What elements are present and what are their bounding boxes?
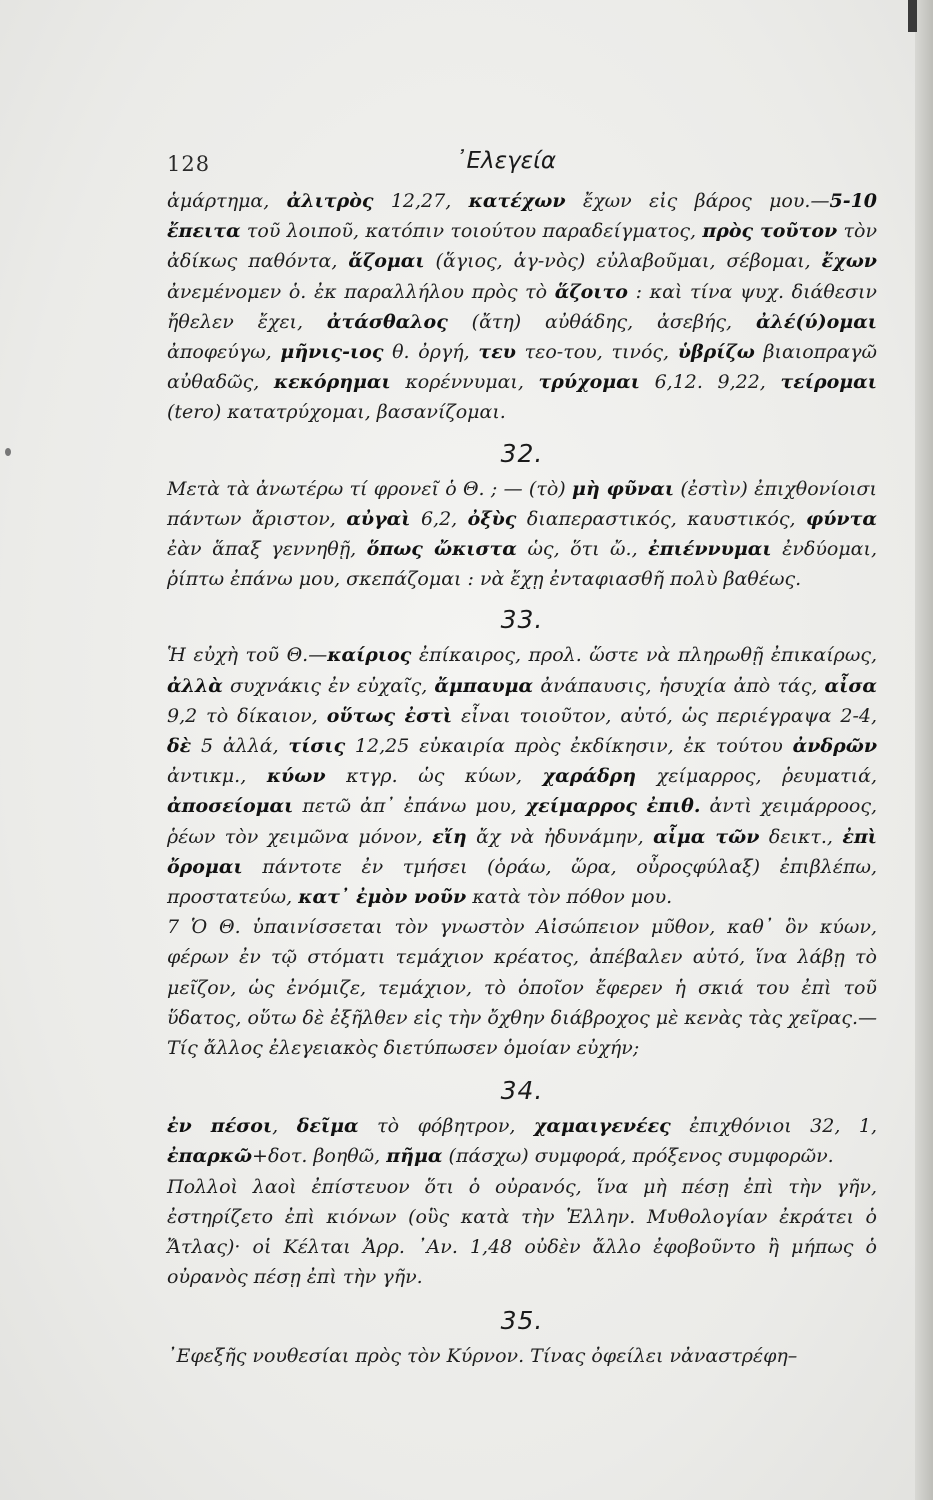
gloss-text: 6,12. 9,22, bbox=[640, 371, 781, 394]
gloss-text: ἔχων εἰς βάρος μου.— bbox=[565, 190, 830, 212]
keyword-term: ἐν πέσοι bbox=[167, 1115, 273, 1138]
gloss-text: εἶναι τοιοῦτον, αὐτό, ὡς περιέγραψα 2-4, bbox=[452, 704, 877, 727]
gloss-text: (tero) κατατρύχομαι, βασανίζομαι. bbox=[167, 401, 506, 424]
gloss-text: ᾿Εφεξῆς νουθεσίαι πρὸς τὸν Κύρνον. Τίνας ὀφείλει νἀναστρέφη– bbox=[167, 1344, 798, 1367]
keyword-term: τρύχομαι bbox=[538, 371, 640, 394]
gloss-text: ἀντικμ., bbox=[167, 765, 267, 788]
keyword-term: ἀποσείομαι bbox=[167, 795, 294, 818]
keyword-term: τίσις bbox=[288, 735, 346, 758]
keyword-term: μὴ φῦναι bbox=[572, 477, 675, 500]
commentary-paragraph bbox=[167, 1172, 877, 1293]
keyword-term: ἐπὶ ὄρομαι bbox=[167, 825, 877, 878]
gloss-text: ἀνάπαυσις, ἡσυχία ἀπὸ τάς, bbox=[533, 674, 825, 697]
keyword-term: ἀλλὰ bbox=[167, 674, 223, 697]
keyword-term: φύντα bbox=[806, 507, 877, 530]
gloss-text: πάντοτε ἐν τμήσει (ὁράω, ὥρα, οὖροςφύλαξ) ἐπιβλέπω, προστατεύω, bbox=[167, 855, 877, 909]
keyword-term: ἀνδρῶν bbox=[792, 735, 877, 758]
top-edge-mark bbox=[908, 0, 917, 32]
gloss-text: 6,2, bbox=[410, 507, 468, 530]
gloss-text: (πάσχω) συμφορά, πρόξενος συμφορῶν. bbox=[442, 1145, 834, 1168]
gloss-text: (ἅγιος, ἁγ-νὸς) εὐλαβοῦμαι, σέβομαι, bbox=[424, 250, 822, 273]
sections-container bbox=[167, 434, 877, 1371]
gloss-text: διαπεραστικός, καυστικός, bbox=[516, 507, 807, 530]
section-heading: 33. bbox=[500, 605, 544, 635]
keyword-term: κύων bbox=[266, 765, 326, 788]
keyword-term: τευ bbox=[478, 341, 516, 364]
keyword-term: κατ᾿ ἐμὸν νοῦν bbox=[298, 886, 467, 909]
gloss-text: ἐὰν ἅπαξ γεννηθῇ, bbox=[167, 538, 367, 561]
keyword-term: χείμαρρος ἐπιθ. bbox=[525, 795, 701, 818]
commentary-paragraph bbox=[167, 1341, 877, 1371]
gloss-text: τὸν ἀδίκως παθόντα, bbox=[167, 220, 877, 273]
keyword-term: κατέχων bbox=[468, 190, 566, 212]
keyword-term: οὕτως ἐστὶ bbox=[326, 704, 453, 727]
commentary-paragraph bbox=[167, 640, 877, 912]
gloss-text: συχνάκις ἐν εὐχαῖς, bbox=[222, 674, 435, 697]
keyword-term: ἀλιτρὸς bbox=[286, 190, 374, 212]
gloss-text: ἐπίκαιρος, προλ. ὥστε νὰ πληρωθῇ ἐπικαίρως, bbox=[411, 644, 878, 667]
gloss-text: χείμαρρος, ῥευματιά, bbox=[636, 765, 877, 788]
keyword-term: ἔπειτα bbox=[167, 220, 241, 243]
keyword-term: ἔχων bbox=[821, 250, 877, 273]
keyword-term: πρὸς τοῦτον bbox=[702, 220, 838, 243]
page-number: 128 bbox=[167, 152, 211, 176]
gloss-text: ὡς, ὅτι ὤ., bbox=[516, 538, 649, 561]
keyword-term: ἀλέ(ύ)ομαι bbox=[755, 310, 878, 333]
keyword-term: καίριος bbox=[327, 644, 412, 667]
gloss-text: Ἡ εὐχὴ τοῦ Θ.— bbox=[167, 644, 328, 667]
gloss-text: κατὰ τὸν πόθον μου. bbox=[466, 886, 673, 909]
keyword-term: πῆμα bbox=[386, 1145, 443, 1168]
section-heading: 34. bbox=[500, 1076, 544, 1106]
keyword-term: δεῖμα bbox=[296, 1115, 359, 1138]
keyword-term: αἷμα τῶν bbox=[653, 825, 760, 848]
commentary-paragraph bbox=[167, 1111, 877, 1171]
keyword-term: τείρομαι bbox=[780, 371, 877, 394]
keyword-term: ἄμπαυμα bbox=[434, 674, 534, 697]
keyword-term: αἶσα bbox=[824, 674, 877, 697]
gloss-text: 9,2 τὸ δίκαιον, bbox=[167, 704, 327, 727]
gloss-text: ἐπιχθόνιοι 32, 1, bbox=[670, 1115, 877, 1138]
gloss-text: ἁμάρτημα, bbox=[167, 190, 287, 212]
gloss-text: 12,27, bbox=[373, 190, 469, 212]
page-edge-shadow bbox=[915, 0, 933, 1500]
running-title: ᾿Ελεγεία bbox=[455, 148, 557, 174]
gloss-text: +δοτ. βοηθῶ, bbox=[252, 1145, 387, 1168]
section-heading: 32. bbox=[500, 438, 544, 468]
keyword-term: δὲ bbox=[167, 735, 192, 758]
keyword-term: 5-10 bbox=[829, 190, 878, 212]
gloss-text: (ἐστὶν) ἐπιχθονίοισι πάντων ἄριστον, bbox=[167, 477, 877, 530]
gloss-text: Μετὰ τὰ ἀνωτέρω τί φρονεῖ ὁ Θ. ; — (τὸ) bbox=[167, 477, 573, 500]
keyword-term: μῆνις-ιος bbox=[280, 341, 384, 364]
gloss-text: δεικτ., bbox=[759, 825, 843, 848]
keyword-term: ἀτάσθαλος bbox=[326, 310, 448, 333]
gloss-text: τοῦ λοιποῦ, κατόπιν τοιούτου παραδείγματος, bbox=[240, 220, 703, 243]
gloss-text: κορέννυμαι, bbox=[390, 371, 539, 394]
keyword-term: ἅζομαι bbox=[348, 250, 425, 273]
gloss-text: ἀντὶ χειμάρροος, ῥέων τὸν χειμῶνα μόνον, bbox=[167, 795, 877, 848]
keyword-term: αὐγαὶ bbox=[346, 507, 411, 530]
gloss-text: , bbox=[272, 1115, 297, 1138]
gloss-text: (ἄτη) αὐθάδης, ἀσεβής, bbox=[447, 310, 756, 333]
gloss-text: 12,25 εὐκαιρία πρὸς ἐκδίκησιν, ἐκ τούτου bbox=[345, 735, 793, 758]
keyword-term: χαράδρη bbox=[542, 765, 637, 788]
gloss-text: ἄχ νὰ ἠδυνάμην, bbox=[466, 825, 654, 848]
keyword-term: ὀξὺς bbox=[467, 507, 517, 530]
keyword-term: ὑβρίζω bbox=[677, 341, 755, 364]
intro-paragraph bbox=[167, 186, 877, 428]
gloss-text: ἀνεμένομεν ὁ. ἐκ παραλλήλου πρὸς τὸ bbox=[167, 280, 555, 303]
gloss-text: ἀποφεύγω, bbox=[167, 341, 281, 364]
gloss-text: βιαιοπραγῶ αὐθαδῶς, bbox=[167, 341, 877, 394]
page-header bbox=[0, 148, 933, 182]
gloss-text: ἐνδύομαι, ῥίπτω ἐπάνω μου, σκεπάζομαι : νὰ ἔχῃ ἐνταφιασθῆ πολὺ βαθέως. bbox=[167, 538, 877, 591]
keyword-term: ἐπιέννυμαι bbox=[648, 538, 772, 561]
keyword-term: ὅπως ὤκιστα bbox=[366, 538, 517, 561]
gloss-text: θ. ὀργή, bbox=[383, 341, 479, 364]
keyword-term: κεκόρημαι bbox=[273, 371, 391, 394]
gloss-text: : καὶ τίνα ψυχ. διάθεσιν ἤθελεν ἔχει, bbox=[167, 280, 877, 333]
keyword-term: ἅζοιτο bbox=[554, 280, 628, 303]
page-body bbox=[167, 186, 877, 1371]
gloss-text: πετῶ ἀπ᾿ ἐπάνω μου, bbox=[293, 795, 526, 818]
gloss-text: τὸ φόβητρον, bbox=[358, 1115, 534, 1138]
gloss-text: κτγρ. ὡς κύων, bbox=[325, 765, 543, 788]
margin-speck bbox=[5, 448, 11, 456]
commentary-paragraph bbox=[167, 912, 877, 1063]
gloss-text: τεο-του, τινός, bbox=[515, 341, 678, 364]
gloss-text: 5 ἀλλά, bbox=[191, 735, 289, 758]
commentary-paragraph bbox=[167, 474, 877, 595]
keyword-term: χαμαιγενέες bbox=[533, 1115, 671, 1138]
keyword-term: εἴη bbox=[432, 825, 467, 848]
gloss-text: 7 Ὁ Θ. ὑπαινίσσεται τὸν γνωστὸν Αἰσώπειον μῦθον, καθ᾿ ὃν κύων, φέρων ἐν τῷ στόματι τεμάχιον κρέατος, ἀπέβαλεν αὐτό, ἵνα λάβῃ τὸ μεῖζον, ὡς ἐνόμιζε, τεμάχιον, τὸ ὁποῖον ἔφερεν ἡ σκιά του ἐπὶ τοῦ ὕδατος, οὕτω δὲ ἐξῆλθεν εἰς τὴν ὄχθην διάβροχος μὲ κενὰς τὰς χεῖρας.—Τίς ἄλλος ἐλεγειακὸς διετύπωσεν ὁμοίαν εὐχήν; bbox=[167, 916, 877, 1060]
keyword-term: ἐπαρκῶ bbox=[167, 1145, 253, 1168]
gloss-text: Πολλοὶ λαοὶ ἐπίστευον ὅτι ὁ οὐρανός, ἵνα μὴ πέσῃ ἐπὶ τὴν γῆν, ἐστηρίζετο ἐπὶ κιόνων (οὓς κατὰ τὴν Ἑλλην. Μυθολογίαν ἐκράτει ὁ Ἄτλας)· οἱ Κέλται Ἀρρ. ᾿Αν. 1,48 οὐδὲν ἄλλο ἐφοβοῦντο ἢ μήπως ὁ οὐρανὸς πέσῃ ἐπὶ τὴν γῆν. bbox=[167, 1175, 877, 1289]
section-heading: 35. bbox=[500, 1305, 544, 1335]
